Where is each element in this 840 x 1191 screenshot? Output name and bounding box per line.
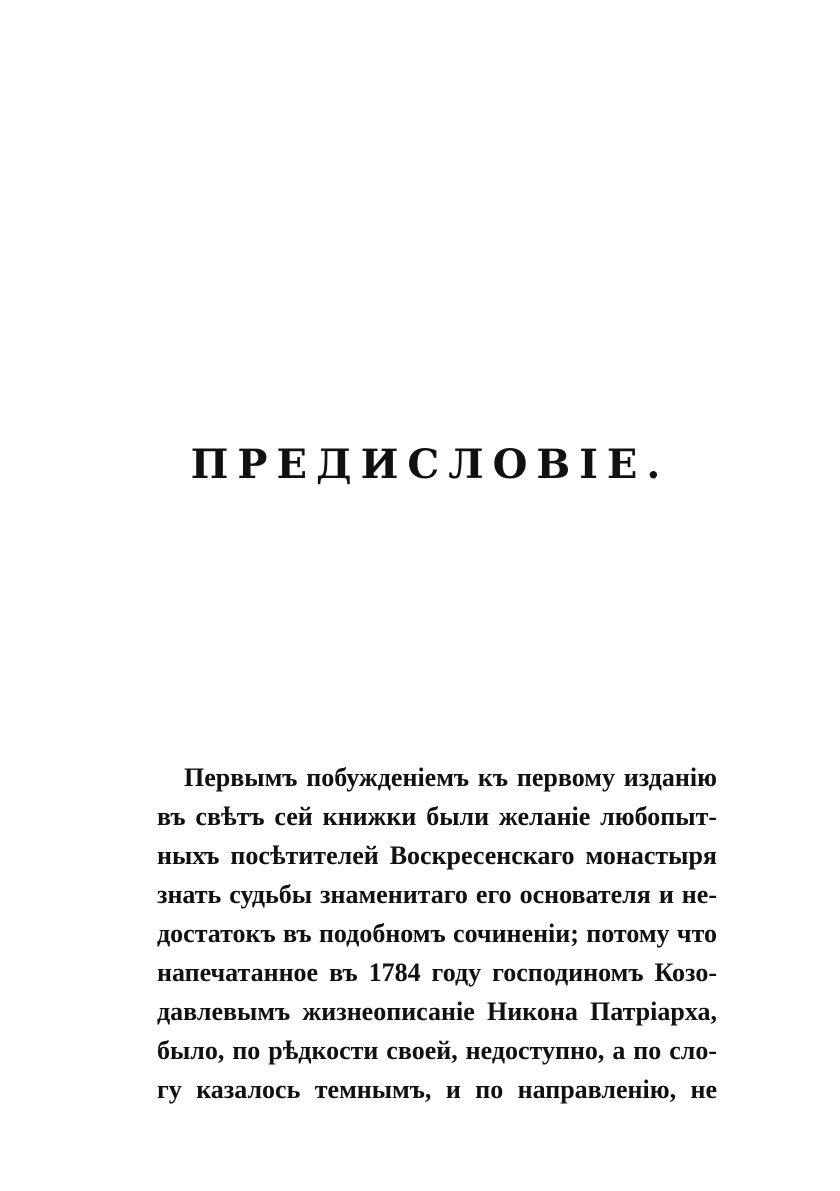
text-line: достатокъ въ подобномъ сочиненіи; потому что <box>157 919 717 948</box>
text-line: напечатанное въ 1784 году господиномъ Козо- <box>157 958 717 987</box>
text-line: Первымъ побужденіемъ къ первому изданію <box>184 763 717 792</box>
text-line: гу казалось темнымъ, и по направленію, не <box>157 1075 717 1104</box>
text-line: знать судьбы знаменитаго его основателя и не- <box>157 880 717 909</box>
preface-paragraph <box>157 758 717 1109</box>
text-line: ныхъ посѣтителей Воскресенскаго монастыря <box>157 841 717 870</box>
text-line: въ свѣтъ сей книжки были желаніе любопыт- <box>157 802 717 831</box>
text-line: было, по рѣдкости своей, недоступно, а по сло- <box>157 1036 717 1065</box>
page-title: ПРЕДИСЛОВІЕ. <box>190 441 670 488</box>
text-line: давлевымъ жизнеописаніе Никона Патріарха, <box>157 997 717 1026</box>
